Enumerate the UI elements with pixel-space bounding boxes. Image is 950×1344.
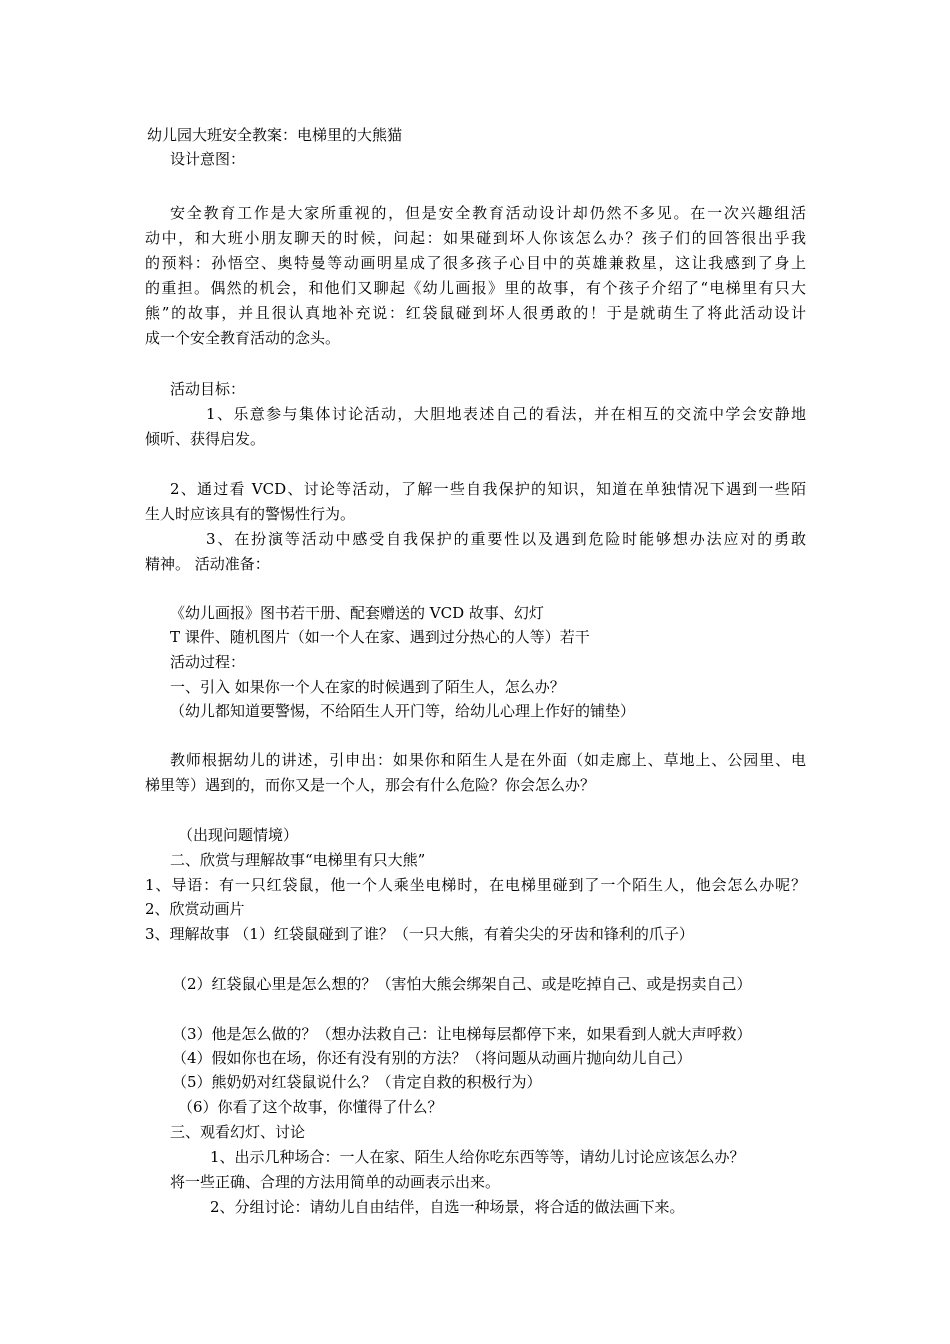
design-intent-line: 的预料：孙悟空、奥特曼等动画明星成了很多孩子心目中的英雄兼救星，这让我感到了身上 <box>145 254 806 272</box>
design-intent-line: 成一个安全教育活动的念头。 <box>145 329 341 347</box>
preparation-line: 《幼儿画报》图书若干册、配套赠送的 VCD 故事、幻灯 <box>170 604 544 622</box>
goals-heading: 活动目标： <box>170 380 246 398</box>
step-two-item: 3、理解故事 （1）红袋鼠碰到了谁？（一只大熊，有着尖尖的牙齿和锋利的爪子） <box>145 925 694 943</box>
step-two-item: 1、导语：有一只红袋鼠，他一个人乘坐电梯时，在电梯里碰到了一个陌生人，他会怎么办呢？ <box>145 876 806 894</box>
question-item: （6）你看了这个故事，你懂得了什么？ <box>178 1098 443 1116</box>
preparation-line: T 课件、随机图片（如一个人在家、遇到过分热心的人等）若干 <box>170 628 590 646</box>
goal-item: 精神。 活动准备： <box>145 555 270 573</box>
step-one: 一、引入 如果你一个人在家的时候遇到了陌生人，怎么办？ <box>170 678 565 696</box>
question-item: （2）红袋鼠心里是怎么想的？（害怕大熊会绑架自己、或是吃掉自己、或是拐卖自己） <box>172 975 752 993</box>
goal-item: 1、乐意参与集体讨论活动，大胆地表述自己的看法，并在相互的交流中学会安静地 <box>206 405 806 423</box>
goal-item: 2、通过看 VCD、讨论等活动，了解一些自我保护的知识，知道在单独情况下遇到一些陌 <box>170 480 806 498</box>
step-two-item: 2、欣赏动画片 <box>145 900 245 918</box>
teacher-line: 梯里等）遇到的，而你又是一个人，那会有什么危险？你会怎么办？ <box>145 776 596 794</box>
goal-item: 倾听、获得启发。 <box>145 430 266 448</box>
step-one-note: （幼儿都知道要警惕，不给陌生人开门等，给幼儿心理上作好的铺垫） <box>170 702 636 720</box>
step-three-item: 将一些正确、合理的方法用简单的动画表示出来。 <box>170 1173 501 1191</box>
question-item: （4）假如你也在场，你还有没有别的方法？（将问题从动画片抛向幼儿自己） <box>172 1049 692 1067</box>
teacher-line: 教师根据幼儿的讲述，引申出：如果你和陌生人是在外面（如走廊上、草地上、公园里、电 <box>170 751 806 769</box>
design-intent-heading: 设计意图： <box>170 150 246 168</box>
design-intent-line: 动中，和大班小朋友聊天的时候，问起：如果碰到坏人你该怎么办？孩子们的回答很出乎我 <box>145 229 806 247</box>
step-three-item: 2、分组讨论：请幼儿自由结伴，自选一种场景，将合适的做法画下来。 <box>210 1198 685 1216</box>
design-intent-line: 熊”的故事，并且很认真地补充说：红袋鼠碰到坏人很勇敢的！于是就萌生了将此活动设计 <box>145 304 806 322</box>
question-item: （5）熊奶奶对红袋鼠说什么？（肯定自救的积极行为） <box>172 1073 542 1091</box>
problem-note: （出现问题情境） <box>178 826 299 844</box>
design-intent-line: 的重担。偶然的机会，和他们又聊起《幼儿画报》里的故事，有个孩子介绍了“电梯里有只大 <box>145 279 806 297</box>
design-intent-line: 安全教育工作是大家所重视的，但是安全教育活动设计却仍然不多见。在一次兴趣组活 <box>170 204 806 222</box>
process-heading: 活动过程： <box>170 653 246 671</box>
document-title: 幼儿园大班安全教案：电梯里的大熊猫 <box>147 126 403 144</box>
goal-item: 生人时应该具有的警惕性行为。 <box>145 505 356 523</box>
goal-item: 3、在扮演等活动中感受自我保护的重要性以及遇到危险时能够想办法应对的勇敢 <box>206 530 806 548</box>
question-item: （3）他是怎么做的？（想办法救自己：让电梯每层都停下来，如果看到人就大声呼救） <box>172 1025 752 1043</box>
step-three: 三、观看幻灯、讨论 <box>170 1123 306 1141</box>
step-three-item: 1、出示几种场合：一人在家、陌生人给你吃东西等等，请幼儿讨论应该怎么办？ <box>210 1148 745 1166</box>
step-two: 二、欣赏与理解故事“电梯里有只大熊” <box>170 851 426 869</box>
